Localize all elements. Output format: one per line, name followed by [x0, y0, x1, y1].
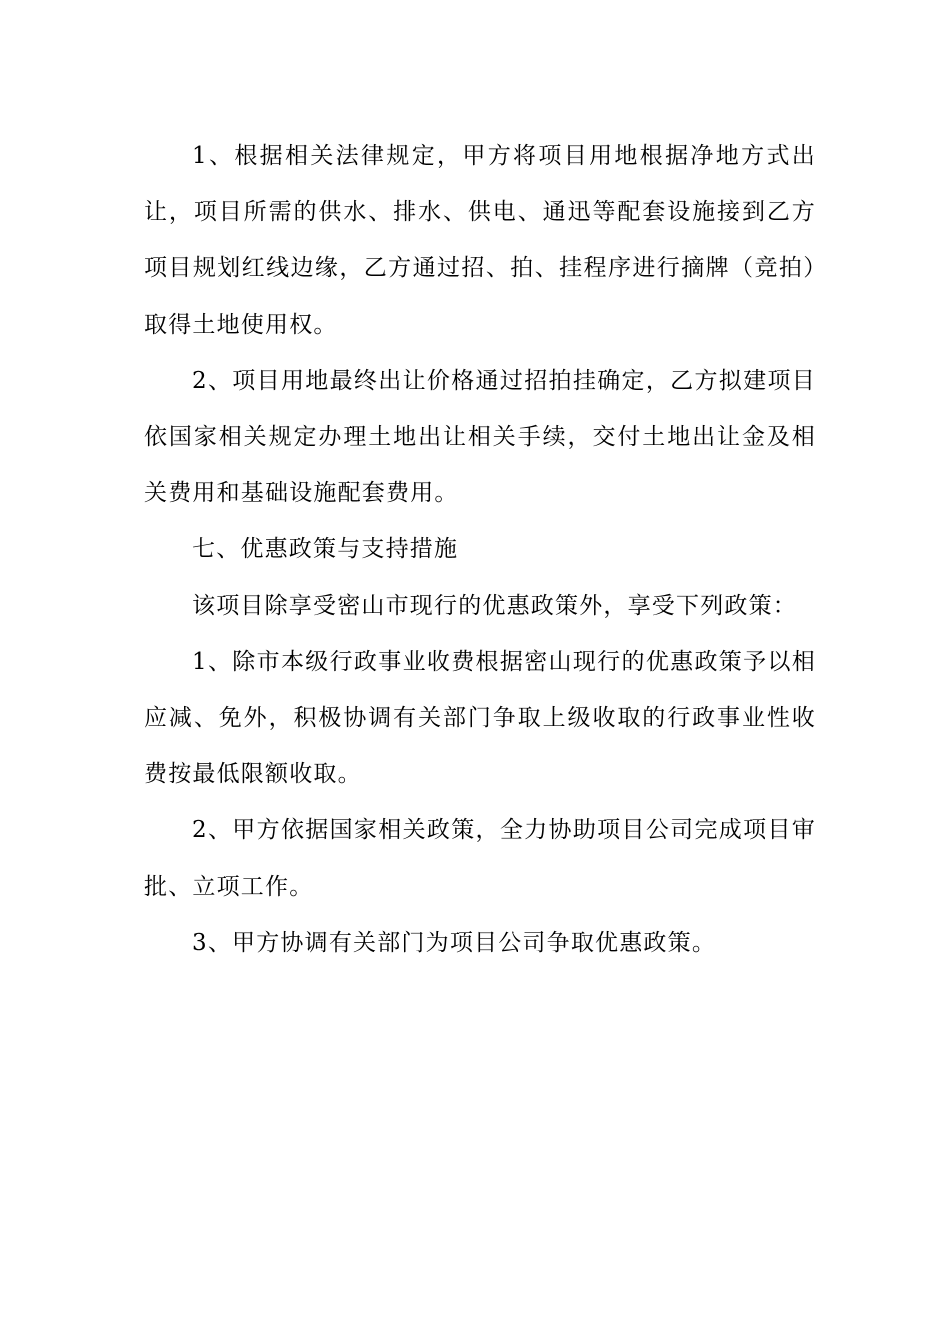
document-body — [144, 128, 816, 971]
section-heading-preferential-policies: 七、优惠政策与支持措施 — [192, 536, 459, 563]
paragraph-land-transfer-method: 1、根据相关法律规定，甲方将项目用地根据净地方式出让，项目所需的供水、排水、供电、通迅等配套设施接到乙方项目规划红线边缘，乙方通过招、拍、挂程序进行摘牌（竞拍）取得土地使用权。 — [144, 143, 816, 338]
paragraph-policy-approval: 2、甲方依据国家相关政策，全力协助项目公司完成项目审批、立项工作。 — [144, 817, 816, 900]
paragraph-policy-support: 3、甲方协调有关部门为项目公司争取优惠政策。 — [192, 929, 717, 956]
paragraph-policy-intro: 该项目除享受密山市现行的优惠政策外，享受下列政策： — [192, 592, 797, 619]
paragraph-land-price: 2、项目用地最终出让价格通过招拍挂确定，乙方拟建项目依国家相关规定办理土地出让相关手续，交付土地出让金及相关费用和基础设施配套费用。 — [144, 367, 816, 507]
paragraph-policy-fees: 1、除市本级行政事业收费根据密山现行的优惠政策予以相应减、免外，积极协调有关部门争取上级收取的行政事业性收费按最低限额收取。 — [144, 648, 816, 788]
